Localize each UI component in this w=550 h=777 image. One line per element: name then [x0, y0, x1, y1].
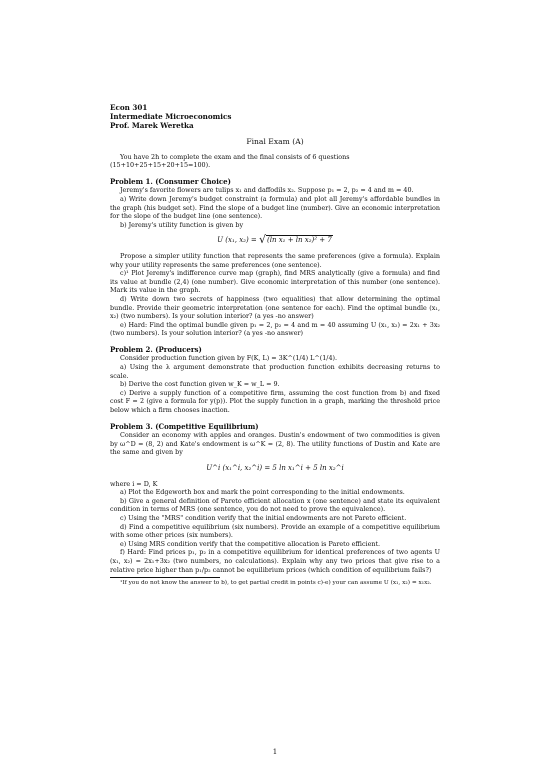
problem-1-part-b-continued: Propose a simpler utility function that represents the same preferences (give a formula). Explain why your utility represents the same preferences (one sentence). [110, 251, 440, 269]
problem-3-part-c: c) Using the "MRS" condition verify that the initial endowments are not Pareto efficient. [120, 513, 407, 522]
problem-3-part-a: a) Plot the Edgeworth box and mark the point corresponding to the initial endowments. [120, 488, 405, 497]
footnote: ¹If you do not know the answer to b), to get partial credit in points c)-e) your can assume U (x₁, x₂) = x₁x₂. [120, 580, 432, 587]
problem-1-part-a: a) Write down Jeremy's budget constraint (a formula) and plot all Jeremy's affordable bundles in the graph (his budget set). Find the slope of a budget line (number). Give an economic interpretation for the slope of the budget line (one sentence). [110, 194, 440, 221]
utility-formula-lhs: U (x₁, x₂) = [217, 236, 257, 245]
problem-3-statement: Consider an economy with apples and oranges. Dustin's endowment of two commodities is given by ω^D = (8, 2) and Kate's endowment is ω^K = (2, 8). The utility functions of Dustin and Kate are the same and given by [110, 431, 440, 457]
utility-formula-i: U^i (x₁^i, x₂^i) = 5 ln x₁^i + 5 ln x₂^i [206, 464, 344, 472]
problem-1-part-b: b) Jeremy's utility function is given by [120, 220, 244, 229]
problem-3-part-f: f) Hard: Find prices p₁, p₂ in a competitive equilibrium for identical preferences of two agents U (x₁, x₂) = 2x₁+3x₂ (two numbers, no calculations). Explain why any two prices that give rise to a relative price higher than p₁/p₂ cannot be equilibrium prices (which condition of equilibrium fails?) [110, 548, 440, 574]
page-number: 1 [272, 748, 278, 756]
problem-1-part-e: e) Hard: Find the optimal bundle given p₁ = 2, p₂ = 4 and m = 40 assuming U (x₁, x₂) = 2x₁ + 3x₂ (two numbers). Is your solution interior? (a yes -no answer) [110, 320, 440, 338]
problem-2-part-b: b) Derive the cost function given w_K = w_L = 9. [120, 380, 280, 389]
utility-formula [110, 233, 440, 247]
problem-3-where: where i = D, K [110, 479, 158, 488]
problem-2-statement: Consider production function given by F(K, L) = 3K^(1/4) L^(1/4). [120, 354, 338, 363]
problem-2 [110, 346, 440, 415]
problem-3-part-b: b) Give a general definition of Pareto efficient allocation x (one sentence) and state its equivalent condition in terms of MRS (one sentence, you do not need to prove the equivalence). [110, 496, 440, 514]
exam-title: Final Exam (A) [246, 137, 304, 146]
problem-1-part-c: c)¹ Plot Jeremy's indifference curve map (graph), find MRS analytically (give a formula) and find its value at bundle (2,4) (one number). Give economic interpretation of this number (one sentence). Mark its value in the graph. [110, 269, 440, 295]
problem-1-title: Problem 1. (Consumer Choice) [110, 176, 231, 186]
problem-3-title: Problem 3. (Competitive Equilibrium) [110, 421, 259, 431]
utility-formula-radicand: (ln x₁ + ln x₂)² + 7 [267, 236, 332, 245]
problem-2-part-c: c) Derive a supply function of a competitive firm, assuming the cost function from b) and fixed cost F = 2 (give a formula for y(p)). Plot the supply function in a graph, marking the threshold price below which a firm chooses inaction. [110, 388, 440, 415]
sqrt-symbol: √ [259, 233, 267, 247]
problem-1 [110, 178, 440, 338]
problem-2-title: Problem 2. (Producers) [110, 344, 202, 354]
problem-3-part-e: e) Using MRS condition verify that the competitive allocation is Pareto efficient. [120, 539, 381, 548]
exam-intro: You have 2h to complete the exam and the final consists of 6 questions (15+10+25+15+20+15=100). [110, 152, 350, 170]
problem-1-statement: Jeremy's favorite flowers are tulips x₁ and daffodils x₂. Suppose p₁ = 2, p₂ = 4 and m = 40. [120, 186, 414, 195]
course-name: Intermediate Microeconomics [110, 112, 232, 121]
page-content [110, 103, 440, 588]
problem-1-part-d: d) Write down two secrets of happiness (two equalities) that allow determining the optimal bundle. Provide their geometric interpretation (one sentence for each). Find the optimal bundle (x₁, x₂) (two numbers). Is your solution interior? (a yes -no answer) [110, 294, 440, 321]
footnote-divider [110, 577, 220, 578]
professor-name: Prof. Marek Weretka [110, 121, 194, 130]
problem-3 [110, 423, 440, 575]
problem-3-part-d: d) Find a competitive equilibrium (six numbers). Provide an example of a competitive equilibrium with some other prices (six numbers). [110, 522, 440, 540]
problem-2-part-a: a) Using the λ argument demonstrate that production function exhibits decreasing returns to scale. [110, 363, 440, 380]
exam-header [110, 103, 440, 130]
course-number: Econ 301 [110, 103, 148, 112]
